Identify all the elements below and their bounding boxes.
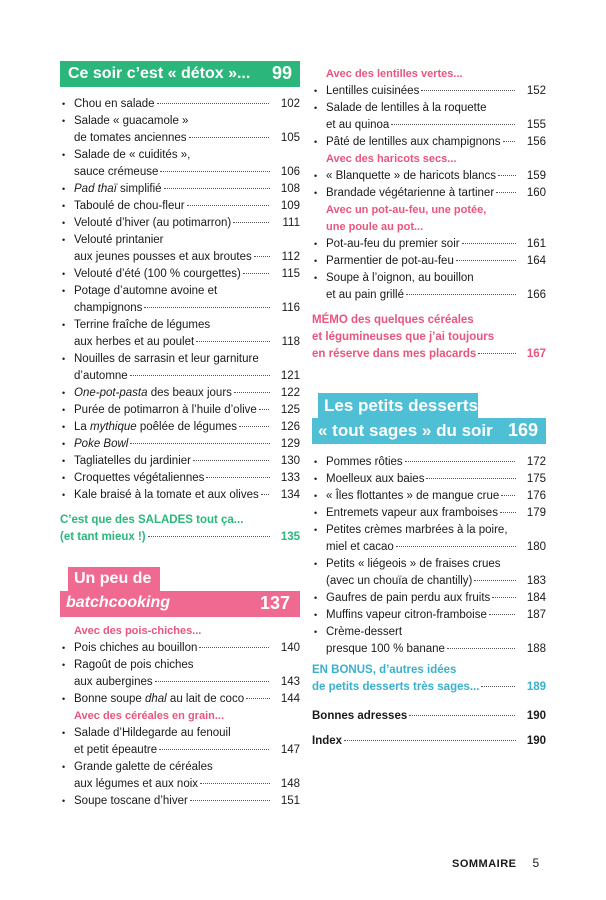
- bullet-icon: •: [314, 86, 318, 96]
- toc-entry-title: Petits « liégeois » de fraises crues: [326, 558, 501, 570]
- bullet-icon: •: [314, 273, 318, 283]
- subsection-heading: Avec des pois-chiches...: [74, 625, 202, 637]
- subsection-heading: Avec des céréales en grain...: [74, 710, 225, 722]
- bullet-icon: •: [314, 508, 318, 518]
- toc-entry-page: 111: [282, 217, 300, 229]
- toc-entry[interactable]: [312, 270, 546, 287]
- subsection-heading: Avec des lentilles vertes...: [326, 68, 463, 80]
- page-number: 5: [532, 856, 540, 870]
- toc-entry-page: 122: [280, 387, 300, 399]
- toc-entry[interactable]: [60, 232, 300, 249]
- section-title: Les petits desserts: [324, 396, 479, 415]
- toc-entry-title: Entremets vapeur aux framboises: [326, 505, 516, 522]
- toc-entry[interactable]: [60, 674, 300, 691]
- toc-entry[interactable]: [60, 436, 300, 453]
- toc-entry-page: 151: [280, 795, 300, 807]
- toc-entry-page: 184: [526, 592, 546, 604]
- toc-entry-title: Terrine fraîche de légumes: [74, 319, 211, 331]
- toc-entry[interactable]: [60, 385, 300, 402]
- toc-entry[interactable]: [312, 471, 546, 488]
- toc-entry-title: Taboulé de chou-fleur: [74, 198, 270, 215]
- toc-entry[interactable]: [60, 351, 300, 368]
- toc-entry-page: 109: [280, 200, 300, 212]
- bullet-icon: •: [62, 456, 66, 466]
- toc-entry-page: 130: [280, 455, 300, 467]
- toc-entry-title: Ragoût de pois chiches: [74, 659, 194, 671]
- toc-entry-title: Soupe à l’oignon, au bouillon: [326, 272, 474, 284]
- bullet-icon: •: [62, 762, 66, 772]
- toc-entry-page: 129: [280, 438, 300, 450]
- bullet-icon: •: [314, 610, 318, 620]
- toc-entry[interactable]: [60, 215, 300, 232]
- bullet-icon: •: [314, 627, 318, 637]
- toc-entry-title: aux jeunes pousses et aux broutes: [74, 249, 270, 266]
- detox-list: [60, 96, 300, 504]
- toc-entry[interactable]: [312, 488, 546, 505]
- toc-entry[interactable]: [312, 556, 546, 573]
- toc-entry-title: Muffins vapeur citron-framboise: [326, 607, 516, 624]
- toc-entry-page: 147: [280, 744, 300, 756]
- toc-entry-title: « Blanquette » de haricots blancs: [326, 168, 516, 185]
- section-banner-desserts-line2: [312, 418, 546, 444]
- page-footer: [452, 856, 540, 870]
- bullet-icon: •: [314, 474, 318, 484]
- toc-entry-page: 134: [280, 489, 300, 501]
- toc-entry-title: Grande galette de céréales: [74, 761, 213, 773]
- toc-entry-page: 121: [280, 370, 300, 382]
- toc-entry[interactable]: [312, 454, 546, 471]
- toc-entry-title: Velouté d’hiver (au potimarron): [74, 215, 270, 232]
- toc-entry-title: Bonne soupe dhal au lait de coco: [74, 691, 270, 708]
- bullet-icon: •: [62, 643, 66, 653]
- bullet-icon: •: [62, 422, 66, 432]
- toc-entry-title: presque 100 % banane: [326, 641, 516, 658]
- toc-entry-title: La mythique poêlée de légumes: [74, 419, 270, 436]
- toc-entry[interactable]: C’est que des SALADES tout ça...: [60, 514, 244, 526]
- toc-entry[interactable]: [312, 100, 546, 117]
- toc-entry-title: Kale braisé à la tomate et aux olives: [74, 487, 270, 504]
- toc-entry-page: 143: [280, 676, 300, 688]
- toc-entry-title: et au pain grillé: [326, 287, 516, 304]
- bullet-icon: •: [62, 235, 66, 245]
- toc-entry-title: Salade de « cuidités »,: [74, 149, 191, 161]
- toc-entry-page: 133: [280, 472, 300, 484]
- toc-entry[interactable]: Bonnes adresses 190: [312, 708, 546, 725]
- toc-entry-title: Soupe toscane d’hiver: [74, 793, 270, 810]
- subsection-heading: une poule au pot...: [326, 221, 424, 233]
- toc-entry[interactable]: [312, 287, 546, 304]
- toc-entry[interactable]: [60, 334, 300, 351]
- toc-entry-page: 180: [526, 541, 546, 553]
- toc-entry-page: 164: [526, 255, 546, 267]
- toc-entry[interactable]: [60, 487, 300, 504]
- toc-entry-title: sauce crémeuse: [74, 164, 270, 181]
- toc-entry[interactable]: [60, 164, 300, 181]
- toc-entry[interactable]: (et tant mieux !) 135: [60, 529, 300, 546]
- toc-entry-title: Tagliatelles du jardinier: [74, 453, 270, 470]
- bullet-icon: •: [314, 559, 318, 569]
- toc-entry-page: 144: [280, 693, 300, 705]
- toc-entry[interactable]: [60, 96, 300, 113]
- section-banner-desserts-line1: [318, 393, 478, 418]
- toc-entry[interactable]: [312, 185, 546, 202]
- section-banner-batch-line1: [68, 567, 160, 591]
- toc-entry[interactable]: [60, 198, 300, 215]
- toc-entry-page: 172: [526, 456, 546, 468]
- bullet-icon: •: [62, 405, 66, 415]
- bullet-icon: •: [62, 116, 66, 126]
- bullet-icon: •: [62, 99, 66, 109]
- bullet-icon: •: [62, 201, 66, 211]
- toc-entry[interactable]: [312, 641, 546, 658]
- batch-list: [60, 623, 300, 810]
- toc-entry[interactable]: [60, 300, 300, 317]
- bullet-icon: •: [314, 457, 318, 467]
- toc-entry[interactable]: [312, 590, 546, 607]
- toc-entry[interactable]: [60, 776, 300, 793]
- toc-entry-title: Nouilles de sarrasin et leur garniture: [74, 353, 259, 365]
- toc-entry[interactable]: [60, 419, 300, 436]
- section-page: 137: [259, 593, 290, 613]
- toc-entry-title: Potage d’automne avoine et: [74, 285, 218, 297]
- footer-label: SOMMAIRE: [452, 858, 517, 870]
- toc-entry[interactable]: [60, 759, 300, 776]
- bullet-icon: •: [62, 473, 66, 483]
- bullet-icon: •: [314, 171, 318, 181]
- toc-entry-title: One-pot-pasta des beaux jours: [74, 385, 270, 402]
- toc-entry-page: 126: [280, 421, 300, 433]
- toc-entry-title: Salade « guacamole »: [74, 115, 189, 127]
- toc-entry-title: aux légumes et aux noix: [74, 776, 270, 793]
- toc-entry-title: (avec un chouïa de chantilly): [326, 573, 516, 590]
- toc-entry-page: 176: [526, 490, 546, 502]
- toc-entry-title: Salade de lentilles à la roquette: [326, 102, 487, 114]
- toc-entry-page: 125: [280, 404, 300, 416]
- bullet-icon: •: [62, 354, 66, 364]
- bullet-icon: •: [314, 256, 318, 266]
- toc-entry[interactable]: [60, 181, 300, 198]
- toc-entry-page: 188: [526, 643, 546, 655]
- toc-entry-title: et petit épeautre: [74, 742, 270, 759]
- bullet-icon: •: [62, 439, 66, 449]
- toc-entry-page: 108: [280, 183, 300, 195]
- salades-extra: [60, 512, 300, 546]
- toc-entry-page: 112: [281, 251, 300, 263]
- toc-entry[interactable]: [60, 249, 300, 266]
- toc-entry-title: Parmentier de pot-au-feu: [326, 253, 516, 270]
- section-title: Ce soir c’est « détox »...: [68, 65, 251, 82]
- toc-entry[interactable]: et légumineuses que j’ai toujours: [312, 331, 495, 343]
- bullet-icon: •: [62, 150, 66, 160]
- toc-entry[interactable]: [312, 607, 546, 624]
- toc-entry-page: 105: [280, 132, 300, 144]
- toc-entry-title: de tomates anciennes: [74, 130, 270, 147]
- toc-entry-page: 102: [280, 98, 300, 110]
- bullet-icon: •: [62, 490, 66, 500]
- bullet-icon: •: [314, 491, 318, 501]
- toc-entry-page: 116: [281, 302, 300, 314]
- toc-entry-page: 118: [281, 336, 300, 348]
- toc-entry-title: Pot-au-feu du premier soir: [326, 236, 516, 253]
- toc-entry-title: et au quinoa: [326, 117, 516, 134]
- toc-entry[interactable]: [60, 470, 300, 487]
- toc-entry-title: Pommes rôties: [326, 454, 516, 471]
- toc-entry-title: Poke Bowl: [74, 436, 270, 453]
- toc-entry-page: 155: [526, 119, 546, 131]
- toc-entry-title: Salade d’Hildegarde au fenouil: [74, 727, 231, 739]
- toc-entry-title: Brandade végétarienne à tartiner: [326, 185, 516, 202]
- toc-entry-title: Velouté printanier: [74, 234, 164, 246]
- toc-entry[interactable]: [60, 742, 300, 759]
- toc-entry-page: 140: [280, 642, 300, 654]
- right-top-list: [312, 66, 546, 363]
- toc-entry[interactable]: [60, 317, 300, 334]
- toc-entry-title: Pâté de lentilles aux champignons: [326, 134, 516, 151]
- toc-entry[interactable]: [60, 402, 300, 419]
- bullet-icon: •: [62, 184, 66, 194]
- bullet-icon: •: [314, 525, 318, 535]
- toc-entry-title: Croquettes végétaliennes: [74, 470, 270, 487]
- toc-entry-title: Pad thaï simplifié: [74, 181, 270, 198]
- bullet-icon: •: [62, 286, 66, 296]
- bullet-icon: •: [62, 218, 66, 228]
- toc-entry-page: 148: [280, 778, 300, 790]
- toc-entry-title: champignons: [74, 300, 270, 317]
- toc-entry-page: 156: [526, 136, 546, 148]
- toc-entry-page: 187: [526, 609, 546, 621]
- toc-entry-title: Lentilles cuisinées: [326, 83, 516, 100]
- toc-entry[interactable]: [60, 640, 300, 657]
- section-title: « tout sages » du soir: [318, 421, 493, 440]
- toc-entry[interactable]: de petits desserts très sages... 189: [312, 679, 546, 696]
- toc-entry-title: aux herbes et au poulet: [74, 334, 270, 351]
- toc-entry-page: 152: [526, 85, 546, 97]
- toc-entry-title: Purée de potimarron à l’huile d’olive: [74, 402, 270, 419]
- toc-entry-page: 106: [280, 166, 300, 178]
- toc-entry-title: d’automne: [74, 368, 270, 385]
- section-page: 169: [507, 420, 538, 440]
- toc-entry-page: 179: [526, 507, 546, 519]
- toc-entry-title: Chou en salade: [74, 96, 270, 113]
- section-page: 99: [271, 63, 292, 83]
- toc-entry-page: 183: [526, 575, 546, 587]
- toc-entry[interactable]: en réserve dans mes placards 167: [312, 346, 546, 363]
- toc-entry-page: 115: [281, 268, 300, 280]
- toc-entry[interactable]: [312, 505, 546, 522]
- toc-entry[interactable]: [60, 725, 300, 742]
- toc-entry[interactable]: [312, 168, 546, 185]
- toc-entry[interactable]: [60, 368, 300, 385]
- bullet-icon: •: [62, 796, 66, 806]
- toc-entry[interactable]: [312, 236, 546, 253]
- toc-entry[interactable]: [60, 657, 300, 674]
- toc-entry-page: 166: [526, 289, 546, 301]
- toc-entry[interactable]: [60, 266, 300, 283]
- toc-entry-title: miel et cacao: [326, 539, 516, 556]
- toc-entry-page: 175: [526, 473, 546, 485]
- toc-entry-page: 159: [526, 170, 546, 182]
- bullet-icon: •: [314, 103, 318, 113]
- toc-entry[interactable]: MÉMO des quelques céréales: [312, 314, 474, 326]
- bullet-icon: •: [314, 137, 318, 147]
- toc-entry[interactable]: [60, 130, 300, 147]
- toc-entry[interactable]: Index 190: [312, 733, 546, 750]
- toc-entry[interactable]: [312, 539, 546, 556]
- bullet-icon: •: [62, 728, 66, 738]
- toc-entry[interactable]: [312, 573, 546, 590]
- toc-entry[interactable]: [312, 134, 546, 151]
- bullet-icon: •: [62, 269, 66, 279]
- toc-entry[interactable]: [312, 117, 546, 134]
- toc-entry-title: aux aubergines: [74, 674, 270, 691]
- section-title: batchcooking: [66, 594, 171, 611]
- section-title: Un peu de: [74, 570, 152, 587]
- toc-entry-title: Crème-dessert: [326, 626, 403, 638]
- toc-entry[interactable]: [312, 83, 546, 100]
- subsection-heading: Avec des haricots secs...: [326, 153, 457, 165]
- toc-entry[interactable]: [60, 691, 300, 708]
- toc-entry[interactable]: [312, 522, 546, 539]
- toc-entry-title: Petites crèmes marbrées à la poire,: [326, 524, 508, 536]
- bullet-icon: •: [62, 694, 66, 704]
- subsection-heading: Avec un pot-au-feu, une potée,: [326, 204, 487, 216]
- toc-entry[interactable]: [312, 253, 546, 270]
- desserts-list: [312, 454, 546, 750]
- toc-entry-page: 160: [526, 187, 546, 199]
- toc-entry[interactable]: [60, 147, 300, 164]
- bullet-icon: •: [62, 320, 66, 330]
- toc-entry-title: Moelleux aux baies: [326, 471, 516, 488]
- bullet-icon: •: [62, 660, 66, 670]
- bullet-icon: •: [314, 188, 318, 198]
- toc-entry-title: Gaufres de pain perdu aux fruits: [326, 590, 516, 607]
- toc-entry-title: Pois chiches au bouillon: [74, 640, 270, 657]
- toc-entry[interactable]: [60, 793, 300, 810]
- toc-entry[interactable]: [60, 453, 300, 470]
- toc-entry-title: Velouté d’été (100 % courgettes): [74, 266, 270, 283]
- toc-entry[interactable]: EN BONUS, d’autres idées: [312, 664, 457, 676]
- bullet-icon: •: [314, 593, 318, 603]
- toc-entry[interactable]: [60, 283, 300, 300]
- bullet-icon: •: [62, 388, 66, 398]
- toc-entry-page: 161: [526, 238, 546, 250]
- section-banner-batch-line2: [60, 591, 300, 617]
- toc-entry[interactable]: [312, 624, 546, 641]
- toc-entry-title: « Îles flottantes » de mangue crue: [326, 488, 516, 505]
- toc-entry[interactable]: [60, 113, 300, 130]
- section-banner-detox: [60, 61, 300, 87]
- bullet-icon: •: [314, 239, 318, 249]
